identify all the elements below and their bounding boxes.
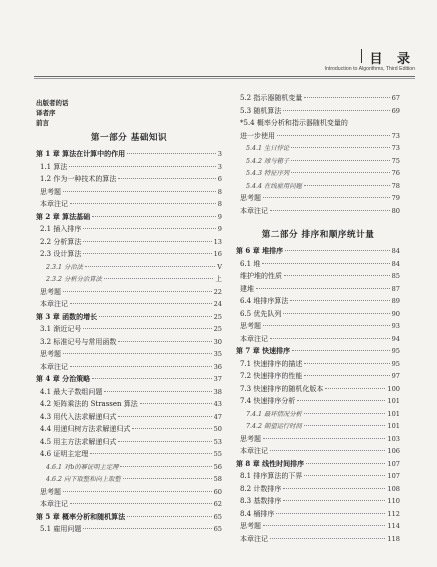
toc-entry-label: 5.1 雇用问题 <box>40 525 82 533</box>
leader-dots <box>283 110 389 111</box>
leader-dots <box>70 366 212 367</box>
toc-entry-label: 思考题 <box>40 487 61 496</box>
leader-dots <box>283 313 389 314</box>
toc-entry-label: 第 7 章 快速排序 <box>236 346 291 355</box>
toc-entry-page: 35 <box>213 350 222 358</box>
toc-entry-page: 78 <box>391 181 400 190</box>
toc-entry-sub[interactable] <box>236 142 400 155</box>
toc-entry-section[interactable] <box>236 270 400 283</box>
front-matter-label: 前言 <box>36 119 49 127</box>
leader-dots <box>283 500 385 501</box>
leader-dots <box>304 413 386 414</box>
toc-entry-page: 50 <box>213 425 222 433</box>
leader-dots <box>90 453 211 454</box>
toc-entry-label: 进一步使用 <box>240 131 275 140</box>
toc-entry-section[interactable] <box>36 298 222 311</box>
toc-entry-page: 97 <box>391 372 400 380</box>
toc-entry-label: 8.4 桶排序 <box>240 509 275 518</box>
toc-entry-page: 107 <box>387 472 400 480</box>
toc-entry-page: 80 <box>391 206 400 215</box>
header-rule-thin <box>34 78 415 79</box>
leader-dots <box>92 216 216 217</box>
left-toc-list <box>36 148 222 536</box>
toc-entry-page: 95 <box>391 359 400 368</box>
toc-entry-page: 30 <box>213 337 222 346</box>
toc-entry-label: 5.2 指示器随机变量 <box>240 94 303 102</box>
toc-entry-section[interactable] <box>236 105 400 118</box>
toc-entry-label: 5.4.1 生日悖论 <box>246 145 290 152</box>
toc-entry-label: 7.4.1 最坏情况分析 <box>246 410 302 418</box>
leader-dots <box>63 291 212 292</box>
leader-dots <box>70 303 212 304</box>
toc-entry-page: 9 <box>217 212 222 221</box>
leader-dots <box>140 403 212 404</box>
toc-entry-label: 4.2 矩阵乘法的 Strassen 算法 <box>40 400 138 408</box>
toc-entry-section[interactable] <box>236 533 400 546</box>
toc-entry-page: V <box>217 262 222 271</box>
toc-entry-section[interactable] <box>36 423 222 436</box>
toc-entry-sub[interactable] <box>36 261 222 274</box>
toc-entry-section[interactable] <box>36 486 222 499</box>
leader-dots <box>104 391 211 392</box>
book-subtitle: Introduction to Algorithms, Third Edition <box>324 66 415 72</box>
toc-entry-section[interactable] <box>236 508 400 521</box>
toc-entry-page: 37 <box>213 375 222 383</box>
toc-entry-chapter[interactable] <box>36 148 222 161</box>
toc-entry-label: 4.3 用代入法求解递归式 <box>40 412 117 421</box>
toc-entry-sub[interactable] <box>236 180 400 193</box>
toc-entry-section[interactable] <box>236 483 400 496</box>
toc-entry-label: 本章注记 <box>40 500 68 508</box>
toc-entry-section[interactable] <box>236 358 400 371</box>
toc-entry-page: 55 <box>213 450 222 458</box>
toc-entry-label: 5.3 随机算法 <box>240 106 282 115</box>
toc-entry-label: 7.1 快速排序的描述 <box>240 359 303 368</box>
leader-dots <box>256 288 390 289</box>
toc-entry-section[interactable] <box>236 205 400 218</box>
leader-dots <box>277 135 390 136</box>
leader-dots <box>325 388 385 389</box>
leader-dots <box>83 241 211 242</box>
leader-dots <box>304 363 389 364</box>
toc-entry-sub[interactable] <box>236 155 400 168</box>
leader-dots <box>83 253 211 254</box>
toc-entry-page: 13 <box>213 237 222 246</box>
toc-title: 目 录 <box>369 48 415 67</box>
toc-entry-label: 2.3.2 分析分治算法 <box>46 276 102 283</box>
toc-entry-section[interactable] <box>236 383 400 396</box>
leader-dots <box>291 147 389 148</box>
right-column <box>236 92 400 545</box>
toc-entry-section[interactable] <box>36 398 222 411</box>
toc-entry-label: 本章注记 <box>240 334 268 343</box>
toc-entry-section[interactable] <box>236 445 400 458</box>
toc-entry-label: 3.2 标准记号与常用函数 <box>40 337 117 346</box>
toc-entry-section[interactable] <box>236 520 400 533</box>
toc-entry-label: 4.4 用递归树方法求解递归式 <box>40 425 131 433</box>
toc-entry-label: 本章注记 <box>40 362 68 371</box>
toc-entry-label: 7.4.2 期望运行时间 <box>246 423 302 430</box>
toc-entry-section[interactable] <box>236 258 400 271</box>
leader-dots <box>306 463 385 464</box>
toc-entry-label: 7.4 快速排序分析 <box>240 397 296 405</box>
front-matter-item[interactable] <box>36 108 222 118</box>
leader-dots <box>304 375 389 376</box>
toc-entry-page: 75 <box>391 156 400 165</box>
toc-entry-section[interactable] <box>236 370 400 383</box>
toc-entry-section[interactable] <box>36 186 222 199</box>
leader-dots <box>285 250 389 251</box>
toc-entry-page: 84 <box>391 247 400 255</box>
toc-entry-label: 8.1 排序算法的下界 <box>240 472 303 480</box>
toc-entry-label: 7.2 快速排序的性能 <box>240 372 303 380</box>
leader-dots <box>263 525 385 526</box>
leader-dots <box>83 528 211 529</box>
leader-dots <box>83 328 211 329</box>
toc-entry-page: 65 <box>213 512 222 521</box>
toc-entry-label: 第 5 章 概率分析和随机算法 <box>36 511 126 521</box>
toc-entry-label: 2.2 分析算法 <box>40 237 82 246</box>
toc-entry-chapter[interactable] <box>236 345 400 358</box>
toc-entry-label: 本章注记 <box>240 447 268 455</box>
leader-dots <box>127 516 211 517</box>
toc-entry-page: 76 <box>391 169 400 177</box>
toc-entry-page: 上 <box>215 275 222 283</box>
leader-dots <box>63 491 212 492</box>
leader-dots <box>69 166 215 167</box>
leader-dots <box>290 300 389 301</box>
leader-dots <box>63 353 212 354</box>
toc-entry-label: 建堆 <box>240 284 254 293</box>
leader-dots <box>83 228 215 229</box>
toc-entry-page: 62 <box>213 500 222 508</box>
toc-entry-section[interactable] <box>236 283 400 296</box>
toc-entry-label: 2.3 设计算法 <box>40 250 82 258</box>
toc-entry-section[interactable] <box>36 161 222 174</box>
leader-dots <box>262 263 389 264</box>
toc-entry-label: 第 2 章 算法基础 <box>36 211 91 221</box>
toc-entry-label: 4.5 用主方法求解递归式 <box>40 437 117 446</box>
toc-entry-page: 36 <box>213 362 222 371</box>
toc-entry-page: 65 <box>213 525 222 533</box>
toc-entry-label: 8.3 基数排序 <box>240 497 282 505</box>
leader-dots <box>304 97 389 98</box>
leader-dots <box>118 441 211 442</box>
leader-dots <box>276 513 385 514</box>
toc-entry-page: 84 <box>391 259 400 268</box>
toc-entry-label: 第 8 章 线性时间排序 <box>236 458 305 468</box>
toc-entry-label: 3.1 渐近记号 <box>40 325 82 333</box>
toc-entry-label: 思考题 <box>40 187 61 196</box>
toc-entry-label: 2.1 插入排序 <box>40 225 82 233</box>
toc-entry-label: 第 3 章 函数的增长 <box>36 311 98 321</box>
leader-dots <box>263 197 390 198</box>
toc-entry-section[interactable] <box>36 286 222 299</box>
toc-entry-section[interactable] <box>36 498 222 511</box>
leader-dots <box>263 325 390 326</box>
leader-dots <box>283 488 385 489</box>
toc-entry-section[interactable] <box>236 495 400 508</box>
toc-entry-label: 第 4 章 分治策略 <box>36 374 91 383</box>
header-rule <box>34 76 415 77</box>
toc-entry-section[interactable] <box>236 192 400 205</box>
toc-entry-label: 本章注记 <box>240 534 268 543</box>
toc-entry-page: 8 <box>217 200 222 208</box>
toc-entry-chapter[interactable] <box>236 245 400 258</box>
toc-entry-page: 3 <box>217 150 222 158</box>
toc-entry-label: *5.4 概率分析和指示器随机变量的 <box>240 119 348 127</box>
toc-entry-section[interactable] <box>236 320 400 333</box>
leader-dots <box>270 338 390 339</box>
toc-entry-section[interactable] <box>36 523 222 536</box>
toc-entry-page: 87 <box>391 284 400 293</box>
toc-entry-label: 4.1 最大子数组问题 <box>40 387 103 396</box>
front-matter-item[interactable] <box>36 98 222 108</box>
toc-entry-label: 1.1 算法 <box>40 162 68 171</box>
leader-dots <box>297 400 385 401</box>
toc-entry-section[interactable] <box>36 411 222 424</box>
toc-entry-page: 101 <box>387 422 400 430</box>
toc-entry-page: 94 <box>391 334 400 343</box>
toc-entry-label: 1.2 作为一种技术的算法 <box>40 175 117 183</box>
toc-entry-section[interactable] <box>36 386 222 399</box>
toc-entry-section[interactable] <box>36 198 222 211</box>
toc-entry-section[interactable] <box>236 333 400 346</box>
toc-entry-page: 22 <box>213 287 222 296</box>
toc-entry-section[interactable] <box>236 395 400 408</box>
leader-dots <box>118 416 211 417</box>
toc-entry-chapter[interactable] <box>36 211 222 224</box>
leader-dots <box>120 466 211 467</box>
toc-entry-page: 16 <box>213 250 222 258</box>
toc-entry-sub[interactable] <box>36 473 222 486</box>
leader-dots <box>284 275 390 276</box>
toc-entry-page: 85 <box>391 272 400 280</box>
toc-entry-label: 本章注记 <box>40 200 68 208</box>
left-column <box>36 98 222 536</box>
toc-entry-page: 114 <box>387 522 400 530</box>
toc-entry-section[interactable] <box>236 470 400 483</box>
toc-entry-label: 本章注记 <box>240 206 268 215</box>
toc-entry-page: 101 <box>387 397 400 405</box>
leader-dots <box>118 178 215 179</box>
toc-entry-section[interactable] <box>36 223 222 236</box>
toc-entry-chapter[interactable] <box>36 311 222 324</box>
toc-entry-label: 思考题 <box>240 194 261 202</box>
toc-entry-page: 38 <box>213 387 222 396</box>
toc-entry-label: 7.3 快速排序的随机化版本 <box>240 384 324 393</box>
toc-entry-label: 5.4.3 特征序列 <box>246 170 290 177</box>
toc-entry-chapter[interactable] <box>236 458 400 471</box>
toc-entry-section[interactable] <box>236 295 400 308</box>
toc-entry-page: 95 <box>391 347 400 355</box>
toc-entry-label: 4.6.1 对b的幂证明主定理 <box>46 463 119 471</box>
toc-entry-label: 第 6 章 堆排序 <box>236 246 284 255</box>
toc-entry-page: 118 <box>387 534 400 543</box>
leader-dots <box>304 425 386 426</box>
toc-entry-label: 本章注记 <box>40 300 68 308</box>
leader-dots <box>263 438 385 439</box>
toc-entry-section[interactable] <box>36 336 222 349</box>
toc-entry-page: 100 <box>387 384 400 393</box>
toc-entry-label: 8.2 计数排序 <box>240 484 282 493</box>
toc-entry-page: 3 <box>217 162 222 171</box>
toc-entry-label: 4.6 证明主定理 <box>40 450 89 458</box>
front-matter-item[interactable] <box>36 118 222 128</box>
toc-entry-sub[interactable] <box>36 273 222 286</box>
toc-entry-label: 6.1 堆 <box>240 259 261 268</box>
leader-dots <box>292 350 389 351</box>
toc-entry-label: 2.3.1 分治法 <box>46 263 83 271</box>
toc-entry-section[interactable] <box>236 117 400 130</box>
toc-entry-section[interactable] <box>36 436 222 449</box>
toc-entry-section[interactable] <box>36 236 222 249</box>
leader-dots <box>123 478 212 479</box>
toc-entry-page: 112 <box>387 509 400 518</box>
toc-entry-sub[interactable] <box>236 408 400 421</box>
toc-entry-label: 第 1 章 算法在计算中的作用 <box>36 149 126 158</box>
toc-entry-page: 8 <box>217 187 222 196</box>
toc-entry-page: 106 <box>387 447 400 455</box>
toc-entry-sub[interactable] <box>236 167 400 180</box>
leader-dots <box>291 160 389 161</box>
toc-entry-page: 53 <box>213 437 222 446</box>
leader-dots <box>85 266 215 267</box>
toc-entry-section[interactable] <box>36 248 222 261</box>
toc-entry-page: 93 <box>391 322 400 330</box>
leader-dots <box>132 428 211 429</box>
toc-entry-page: 110 <box>387 497 400 505</box>
toc-entry-page: 25 <box>213 312 222 321</box>
leader-dots <box>270 450 385 451</box>
toc-entry-label: 5.4.4 在线雇用问题 <box>246 182 302 190</box>
right-toc-list <box>236 245 400 545</box>
leader-dots <box>99 316 211 317</box>
front-matter-label: 译者序 <box>36 109 56 117</box>
toc-entry-page: 107 <box>387 459 400 468</box>
toc-entry-label: 4.6.2 向下取整和向上取整 <box>46 476 121 483</box>
toc-entry-page: 9 <box>217 225 222 233</box>
front-matter-label: 出版者的话 <box>36 99 69 107</box>
leader-dots <box>304 185 390 186</box>
toc-entry-section[interactable] <box>36 348 222 361</box>
toc-entry-chapter[interactable] <box>36 373 222 386</box>
toc-entry-page: 47 <box>213 412 222 421</box>
toc-entry-section[interactable] <box>236 433 400 446</box>
toc-entry-page: 89 <box>391 297 400 305</box>
toc-entry-sub[interactable] <box>236 420 400 433</box>
toc-entry-section[interactable] <box>236 92 400 105</box>
toc-entry-label: 思考题 <box>40 350 61 358</box>
right-top-toc-list <box>236 92 400 217</box>
toc-entry-page: 24 <box>213 300 222 308</box>
leader-dots <box>92 378 211 379</box>
part-title-2: 第二部分 排序和顺序统计量 <box>261 230 375 240</box>
toc-entry-page: 73 <box>391 144 400 152</box>
toc-entry-label: 思考题 <box>240 322 261 330</box>
toc-entry-label: 思考题 <box>240 522 261 530</box>
toc-entry-label: 维护堆的性质 <box>240 272 282 280</box>
toc-entry-page: 60 <box>213 487 222 496</box>
leader-dots <box>270 210 390 211</box>
toc-entry-page: 108 <box>387 484 400 493</box>
toc-entry-page: 69 <box>391 106 400 115</box>
leader-dots <box>70 503 212 504</box>
leader-dots <box>270 538 385 539</box>
leader-dots <box>304 475 385 476</box>
toc-entry-section[interactable] <box>236 130 400 143</box>
toc-entry-sub[interactable] <box>36 461 222 474</box>
toc-entry-section[interactable] <box>36 448 222 461</box>
toc-entry-page: 25 <box>213 325 222 333</box>
leader-dots <box>104 278 214 279</box>
toc-entry-section[interactable] <box>236 308 400 321</box>
toc-entry-section[interactable] <box>36 173 222 186</box>
toc-entry-page: 79 <box>391 194 400 202</box>
leader-dots <box>291 172 389 173</box>
toc-entry-page: 101 <box>387 409 400 418</box>
toc-entry-page: 73 <box>391 131 400 140</box>
leader-dots <box>63 191 216 192</box>
toc-entry-section[interactable] <box>36 323 222 336</box>
leader-dots <box>118 341 211 342</box>
toc-entry-page: 43 <box>213 400 222 408</box>
part-title-1: 第一部分 基础知识 <box>90 133 168 143</box>
toc-entry-section[interactable] <box>36 361 222 374</box>
toc-entry-page: 56 <box>213 462 222 471</box>
leader-dots <box>70 203 216 204</box>
toc-entry-label: 6.5 优先队列 <box>240 309 282 318</box>
toc-entry-label: 5.4.2 球与箱子 <box>246 157 290 165</box>
toc-entry-page: 67 <box>391 94 400 102</box>
toc-entry-page: 58 <box>213 475 222 483</box>
toc-entry-label: 思考题 <box>240 434 261 443</box>
toc-entry-page: 103 <box>387 434 400 443</box>
toc-entry-page: 6 <box>217 175 222 183</box>
toc-entry-label: 思考题 <box>40 287 61 296</box>
leader-dots <box>127 153 216 154</box>
toc-entry-page: 90 <box>391 309 400 318</box>
toc-entry-label: 6.4 堆排序算法 <box>240 297 289 305</box>
toc-entry-chapter[interactable] <box>36 511 222 524</box>
